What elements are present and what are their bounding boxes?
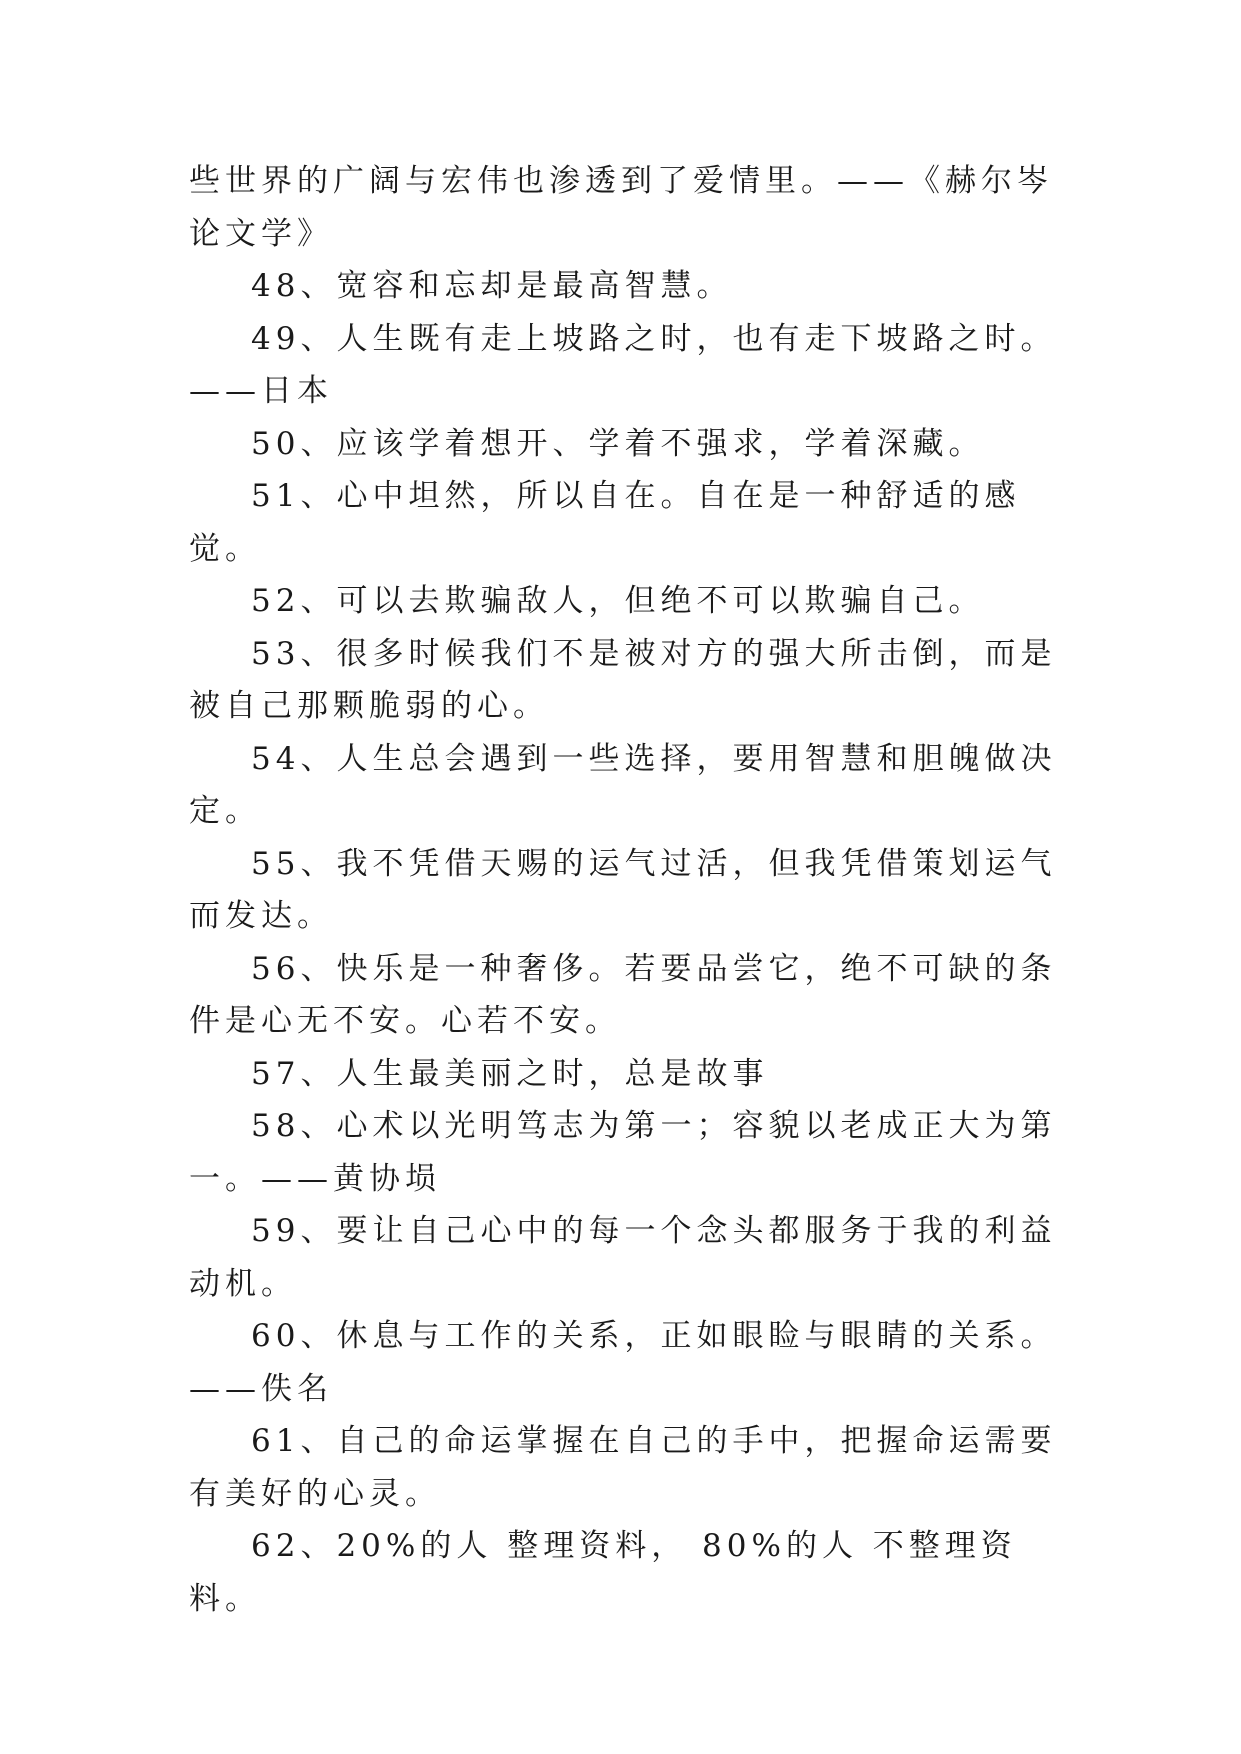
quote-59: 59、要让自己心中的每一个念头都服务于我的利益动机。 bbox=[189, 1213, 1057, 1302]
quote-61: 61、自己的命运掌握在自己的手中，把握命运需要有美好的心灵。 bbox=[189, 1423, 1057, 1512]
quote-57: 57、人生最美丽之时，总是故事 bbox=[251, 1055, 769, 1092]
quote-48: 48、宽容和忘却是最高智慧。 bbox=[251, 268, 733, 304]
quote-50: 50、应该学着想开、学着不强求，学着深藏。 bbox=[251, 425, 985, 462]
quote-53: 53、很多时候我们不是被对方的强大所击倒，而是被自己那颗脆弱的心。 bbox=[189, 635, 1057, 724]
quote-49: 49、人生既有走上坡路之时，也有走下坡路之时。——日本 bbox=[189, 320, 1057, 409]
quote-51: 51、心中坦然，所以自在。自在是一种舒适的感觉。 bbox=[189, 478, 1021, 567]
quote-55: 55、我不凭借天赐的运气过活，但我凭借策划运气而发达。 bbox=[189, 845, 1057, 934]
quote-58: 58、心术以光明笃志为第一；容貌以老成正大为第一。——黄协埙 bbox=[189, 1108, 1057, 1197]
quote-54: 54、人生总会遇到一些选择，要用智慧和胆魄做决定。 bbox=[189, 740, 1057, 829]
paragraph-continuation: 些世界的广阔与宏伟也渗透到了爱情里。——《赫尔岑论文学》 bbox=[189, 163, 1053, 252]
quote-56: 56、快乐是一种奢侈。若要品尝它，绝不可缺的条件是心无不安。心若不安。 bbox=[189, 950, 1057, 1039]
document-body bbox=[189, 155, 1069, 1625]
quote-60: 60、休息与工作的关系，正如眼睑与眼睛的关系。——佚名 bbox=[189, 1318, 1057, 1407]
quote-52: 52、可以去欺骗敌人，但绝不可以欺骗自己。 bbox=[251, 583, 985, 619]
quote-62: 62、20%的人 整理资料， 80%的人 不整理资料。 bbox=[189, 1528, 1017, 1617]
